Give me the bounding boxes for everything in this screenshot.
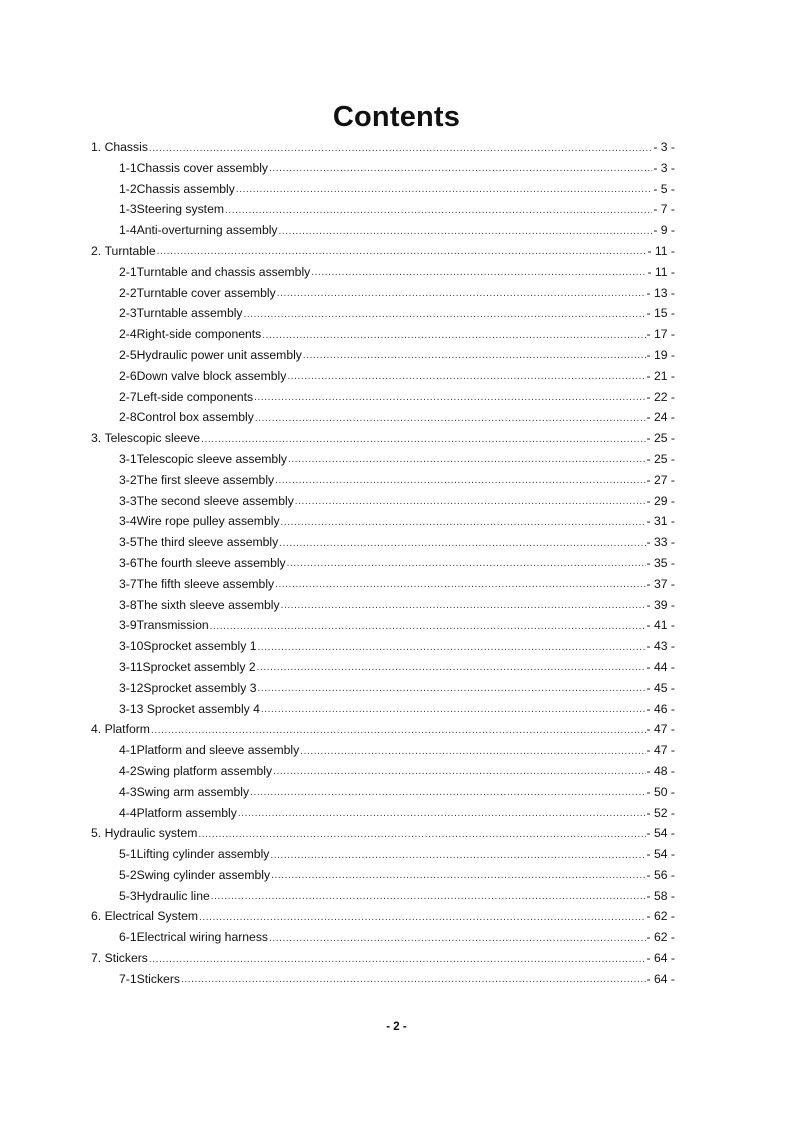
toc-dot-leader [275,573,645,596]
toc-entry-label: Stickers [104,951,148,966]
toc-dot-leader [281,594,646,617]
toc-entry-page: - 64 - [646,951,675,966]
toc-dot-leader [236,178,652,201]
toc-entry-label: Swing arm assembly [136,784,250,799]
toc-entry-number: 3-10 [119,639,144,654]
page-number-footer: - 2 - [386,1021,407,1033]
toc-entry-label: Sprocket assembly 2 [142,659,256,674]
toc-entry-number: 2-7 [119,389,137,404]
toc-entry-page: - 62 - [646,930,675,945]
toc-entry[interactable] [91,241,675,262]
toc-dot-leader [287,365,645,388]
toc-entry-page: - 25 - [646,451,675,466]
toc-entry-label: Electrical wiring harness [136,930,269,945]
toc-dot-leader [270,844,645,867]
toc-entry-label: Hydraulic power unit assembly [136,347,302,362]
toc-entry-page: - 41 - [646,618,675,633]
toc-entry[interactable] [91,615,675,636]
toc-dot-leader [303,344,646,367]
toc-entry-number: 1. [91,140,102,154]
toc-entry-label: Sprocket assembly 4 [146,701,260,716]
toc-entry-number: 3-4 [119,514,137,529]
toc-entry-label: Telescopic sleeve assembly [136,451,288,466]
toc-entry-number: 1-1 [119,160,137,175]
toc-entry-page: - 25 - [646,431,675,446]
toc-entry-page: - 17 - [646,327,675,342]
toc-entry-label: Platform and sleeve assembly [136,743,300,758]
toc-entry[interactable] [91,823,675,844]
toc-entry[interactable] [91,491,675,512]
toc-entry-page: - 47 - [646,722,675,737]
toc-entry[interactable] [91,553,675,574]
toc-entry-number: 2-8 [119,410,137,425]
toc-entry-number: 1-3 [119,202,137,217]
toc-dot-leader [287,552,646,575]
table-of-contents [91,137,675,990]
toc-dot-leader [181,968,646,991]
toc-entry[interactable] [91,199,675,220]
toc-entry[interactable] [91,803,675,824]
toc-entry-page: - 29 - [646,493,675,508]
toc-entry-label: The fourth sleeve assembly [136,555,286,570]
toc-entry[interactable] [91,366,675,387]
toc-entry-label: The third sleeve assembly [136,535,279,550]
toc-entry-page: - 48 - [646,763,675,778]
toc-entry-label: Platform [104,722,150,737]
toc-entry-label: Sprocket assembly 3 [143,680,257,695]
toc-entry-page: - 45 - [646,680,675,695]
toc-entry-number: 2-1 [119,264,137,279]
toc-entry-label: Transmission [136,618,209,633]
toc-entry-number: 7-1 [119,971,137,986]
toc-entry[interactable] [91,303,675,324]
toc-entry[interactable] [91,574,675,595]
toc-entry[interactable] [91,324,675,345]
toc-entry-label: Telescopic sleeve [104,431,201,446]
toc-entry[interactable] [91,387,675,408]
toc-dot-leader [311,261,646,284]
toc-entry[interactable] [91,345,675,366]
toc-entry-number: 1-4 [119,223,137,238]
toc-entry[interactable] [91,511,675,532]
toc-entry[interactable] [91,407,675,428]
toc-entry-label: The sixth sleeve assembly [136,597,280,612]
toc-entry-number: 6. [91,909,102,924]
toc-entry-label: Hydraulic system [104,826,198,841]
toc-entry-number: 3-9 [119,618,137,633]
toc-entry-number: 3-2 [119,472,137,487]
toc-entry-label: Electrical System [104,909,199,924]
toc-entry[interactable] [91,657,675,678]
page-title: Contents [332,101,461,133]
toc-entry[interactable] [91,886,675,907]
toc-dot-leader [225,199,652,222]
toc-entry[interactable] [91,283,675,304]
toc-entry-number: 5. [91,826,102,841]
toc-entry-page: - 7 - [653,202,675,217]
toc-entry[interactable] [91,636,675,657]
toc-entry-label: Lifting cylinder assembly [136,847,270,862]
toc-entry-label: Right-side components [136,327,262,342]
toc-entry-number: 3-6 [119,555,137,570]
toc-entry[interactable] [91,927,675,948]
toc-dot-leader [275,469,645,492]
toc-dot-leader [261,698,646,721]
toc-entry-page: - 37 - [646,576,675,591]
toc-entry-page: - 43 - [646,639,675,654]
toc-entry-label: The fifth sleeve assembly [136,576,275,591]
toc-dot-leader [258,636,646,659]
toc-entry-number: 2-3 [119,306,137,321]
toc-entry-page: - 47 - [646,743,675,758]
toc-entry-page: - 24 - [646,410,675,425]
toc-dot-leader [257,656,646,679]
toc-entry-number: 6-1 [119,930,137,945]
toc-entry[interactable] [91,844,675,865]
toc-dot-leader [279,220,653,243]
toc-entry[interactable] [91,782,675,803]
toc-entry-number: 5-1 [119,847,137,862]
toc-entry[interactable] [91,470,675,491]
toc-entry-label: Turntable cover assembly [136,285,276,300]
toc-entry-number: 4-3 [119,784,137,799]
toc-entry-page: - 11 - [647,243,675,258]
toc-entry-label: The first sleeve assembly [136,472,275,487]
toc-entry-number: 3-5 [119,535,137,550]
toc-entry[interactable] [91,699,675,720]
toc-entry-page: - 9 - [653,223,675,238]
toc-entry-number: 4-4 [119,805,137,820]
toc-entry-number: 4-1 [119,743,137,758]
toc-entry-number: 3-8 [119,597,137,612]
toc-entry-number: 1-2 [119,181,137,196]
toc-dot-leader [149,137,652,160]
toc-dot-leader [288,448,646,471]
toc-entry[interactable] [91,532,675,553]
toc-entry[interactable] [91,969,675,990]
toc-entry-page: - 54 - [646,847,675,862]
toc-entry-label: Platform assembly [136,805,237,820]
toc-entry-number: 4. [91,722,102,737]
toc-dot-leader [255,407,646,430]
toc-entry-page: - 15 - [646,306,675,321]
toc-entry-number: 5-3 [119,888,137,903]
toc-entry-page: - 64 - [646,971,675,986]
toc-entry[interactable] [91,137,675,158]
toc-entry[interactable] [91,719,675,740]
toc-entry-page: - 44 - [646,659,675,674]
toc-dot-leader [157,240,647,263]
toc-entry-label: Turntable [104,243,156,258]
toc-dot-leader [281,511,646,534]
toc-entry-label: Wire rope pulley assembly [136,514,280,529]
toc-dot-leader [271,864,645,887]
toc-entry[interactable] [91,179,675,200]
toc-dot-leader [269,157,652,180]
toc-entry-page: - 19 - [646,347,675,362]
toc-entry-number: 2-2 [119,285,137,300]
toc-dot-leader [151,719,646,742]
toc-dot-leader [295,490,646,513]
toc-entry[interactable] [91,865,675,886]
toc-entry[interactable] [91,740,675,761]
toc-entry-page: - 3 - [653,160,675,175]
toc-entry-number: 2-5 [119,347,137,362]
toc-dot-leader [149,948,646,971]
toc-entry-label: Steering system [136,202,225,217]
toc-entry[interactable] [91,595,675,616]
toc-entry-label: Swing cylinder assembly [136,867,271,882]
toc-entry-label: Chassis assembly [136,181,235,196]
toc-dot-leader [198,823,645,846]
toc-entry-label: Sprocket assembly 1 [143,639,257,654]
toc-dot-leader [199,906,646,929]
toc-entry-label: The second sleeve assembly [136,493,294,508]
toc-entry-label: Chassis cover assembly [136,160,269,175]
toc-dot-leader [277,282,646,305]
toc-entry-number: 3. [91,431,102,446]
toc-entry-page: - 22 - [646,389,675,404]
toc-dot-leader [279,532,645,555]
toc-entry[interactable] [91,761,675,782]
toc-entry-number: 2. [91,243,102,258]
toc-entry-page: - 11 - [647,264,675,279]
toc-entry-number: 3-11 [119,659,143,674]
toc-entry-page: - 58 - [646,888,675,903]
toc-entry-label: Swing platform assembly [136,763,273,778]
toc-entry-number: 4-2 [119,763,137,778]
toc-entry-page: - 27 - [646,472,675,487]
toc-entry-label: Hydraulic line [136,888,210,903]
toc-entry-number: 2-4 [119,327,137,342]
toc-entry-number: 3-13 [119,701,144,716]
toc-entry-page: - 52 - [646,805,675,820]
toc-entry-page: - 39 - [646,597,675,612]
toc-entry-page: - 5 - [653,181,675,196]
toc-dot-leader [273,760,645,783]
toc-entry-number: 3-12 [119,680,144,695]
toc-entry[interactable] [91,262,675,283]
toc-entry-label: Turntable assembly [136,306,243,321]
toc-entry-number: 5-2 [119,867,137,882]
toc-dot-leader [254,386,645,409]
toc-entry-label: Control box assembly [136,410,254,425]
toc-dot-leader [201,428,645,451]
toc-entry-number: 3-7 [119,576,137,591]
toc-entry[interactable] [91,428,675,449]
toc-entry-page: - 54 - [646,826,675,841]
toc-entry-label: Anti-overturning assembly [136,223,278,238]
toc-entry-page: - 31 - [646,514,675,529]
toc-entry-number: 3-3 [119,493,137,508]
toc-entry[interactable] [91,220,675,241]
toc-entry-number: 2-6 [119,368,137,383]
toc-entry-label: Turntable and chassis assembly [136,264,311,279]
toc-entry-label: Stickers [136,971,180,986]
toc-entry[interactable] [91,948,675,969]
toc-dot-leader [269,927,646,950]
toc-dot-leader [300,740,645,763]
toc-dot-leader [210,615,646,638]
toc-entry-page: - 13 - [646,285,675,300]
toc-dot-leader [211,885,646,908]
toc-entry-number: 3-1 [119,451,137,466]
toc-entry-label: Left-side components [136,389,254,404]
toc-dot-leader [238,802,646,825]
toc-entry-page: - 33 - [646,535,675,550]
toc-entry[interactable] [91,449,675,470]
toc-dot-leader [244,303,646,326]
toc-entry-number: 7. [91,951,102,966]
toc-entry-page: - 46 - [646,701,675,716]
toc-entry[interactable] [91,158,675,179]
toc-entry[interactable] [91,906,675,927]
toc-entry-page: - 3 - [653,140,675,154]
toc-entry-page: - 62 - [646,909,675,924]
toc-entry-label: Down valve block assembly [136,368,287,383]
toc-dot-leader [258,677,646,700]
toc-dot-leader [250,781,645,804]
toc-entry-page: - 50 - [646,784,675,799]
toc-entry-page: - 56 - [646,867,675,882]
toc-entry[interactable] [91,678,675,699]
toc-dot-leader [262,324,645,347]
toc-entry-label: Chassis [104,140,148,154]
toc-entry-page: - 21 - [646,368,675,383]
toc-entry-page: - 35 - [646,555,675,570]
